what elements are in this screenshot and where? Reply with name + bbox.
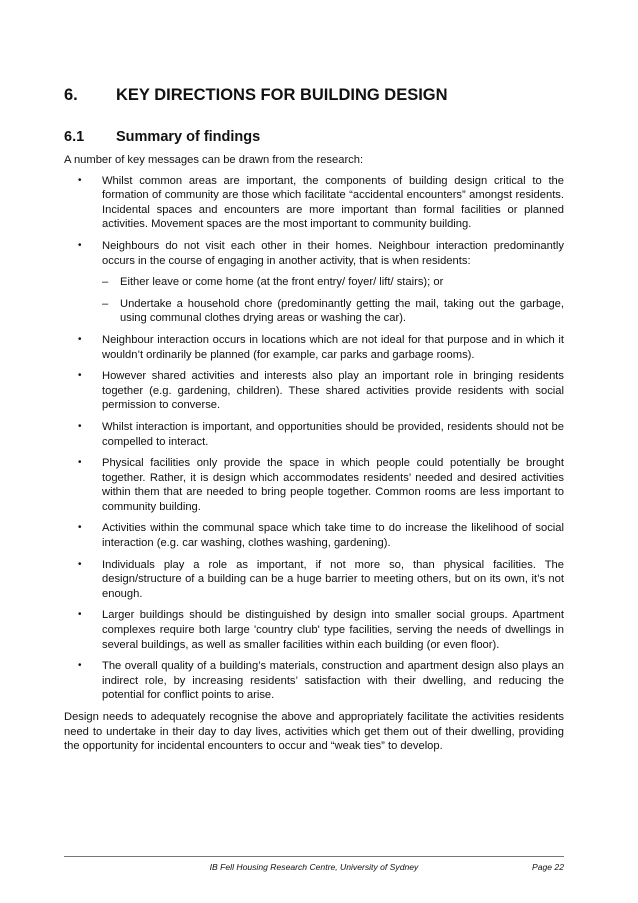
bullet-marker: • (78, 420, 82, 432)
bullet-marker: • (78, 558, 82, 570)
bullet-marker: • (78, 239, 82, 251)
list-item-text: Whilst interaction is important, and opportunities should be provided, residents should not be compelled to interact. (102, 420, 564, 448)
list-item (64, 420, 564, 449)
list-item (64, 558, 564, 602)
bullet-marker: • (78, 609, 82, 621)
list-item-text: However shared activities and interests also play an important role in bringing residents together (e.g. gardening, children). These shared activities provide residents with social permission to converse. (102, 370, 564, 412)
footer-divider (64, 856, 564, 857)
body-text (64, 153, 564, 754)
subsection-number: 6.1 (64, 129, 85, 145)
list-item (64, 174, 564, 232)
dash-marker: – (102, 297, 109, 310)
list-item-text: The overall quality of a building’s materials, construction and apartment design also plays an indirect role, by increasing residents’ satisfaction with their dwelling, and reducing the potential for conflict points to arise. (102, 660, 564, 702)
section-number: 6. (64, 86, 78, 104)
closing-paragraph: Design needs to adequately recognise the above and appropriately facilitate the activities residents need to undertake in their day to day lives, activities which get them out of their dwelling, providing the opportunity for incidental encounters to occur and “weak ties” to develop. (64, 711, 564, 753)
list-item-text: Larger buildings should be distinguished by design into smaller social groups. Apartment complexes require both large 'country club' type facilities, serving the needs of dwellings in several buildings, as well as smaller facilities within each building (or even floor). (102, 609, 564, 651)
list-item (64, 456, 564, 514)
section-heading (64, 86, 448, 105)
list-item-text: Whilst common areas are important, the components of building design critical to the formation of community are those which facilitate “accidental encounters” amongst residents. Incidental spaces and encounters are more important than formal facilities or planned activities. Movement spaces are the most important to community building. (102, 174, 564, 231)
bullet-marker: • (78, 333, 82, 345)
list-item (64, 369, 564, 413)
bullet-marker: • (78, 522, 82, 534)
list-item (64, 608, 564, 652)
list-item-text: Activities within the communal space which take time to do increase the likelihood of social interaction (e.g. car washing, clothes washing, gardening). (102, 522, 564, 550)
list-item (64, 239, 564, 326)
list-item-text: Individuals play a role as important, if not more so, than physical facilities. The design/structure of a building can be a huge barrier to meeting others, but on its own, it’s not enough. (102, 558, 564, 600)
sub-list-item (102, 275, 564, 290)
page-number: Page 22 (531, 862, 564, 872)
footer-source: IB Fell Housing Research Centre, University of Sydney (209, 862, 419, 872)
list-item-text: Neighbour interaction occurs in locations which are not ideal for that purpose and in which it wouldn’t ordinarily be planned (for example, car parks and garbage rooms). (102, 333, 564, 361)
sub-list-item-text: Undertake a household chore (predominantly getting the mail, taking out the garbage, using communal clothes drying areas or washing the car). (120, 297, 564, 325)
list-item (64, 659, 564, 703)
bullet-marker: • (78, 457, 82, 469)
list-item (64, 333, 564, 362)
dash-marker: – (102, 276, 109, 289)
section-title: KEY DIRECTIONS FOR BUILDING DESIGN (116, 86, 448, 104)
subsection-title: Summary of findings (116, 129, 261, 145)
sub-list (102, 275, 564, 326)
findings-list (64, 174, 564, 703)
subsection-heading (64, 129, 260, 145)
list-item-text: Neighbours do not visit each other in their homes. Neighbour interaction predominantly occurs in the course of engaging in another activity, that is when residents: (102, 239, 564, 267)
bullet-marker: • (78, 370, 82, 382)
bullet-marker: • (78, 174, 82, 186)
list-item (64, 521, 564, 550)
intro-paragraph: A number of key messages can be drawn from the research: (64, 154, 364, 166)
bullet-marker: • (78, 660, 82, 672)
list-item-text: Physical facilities only provide the space in which people could potentially be brought together. Rather, it is design which accommodates residents’ needed and desired activities within them that are needed to bring people together. Common rooms are less important to community building. (102, 457, 564, 513)
sub-list-item-text: Either leave or come home (at the front entry/ foyer/ lift/ stairs); or (120, 276, 444, 289)
sub-list-item (102, 297, 564, 326)
